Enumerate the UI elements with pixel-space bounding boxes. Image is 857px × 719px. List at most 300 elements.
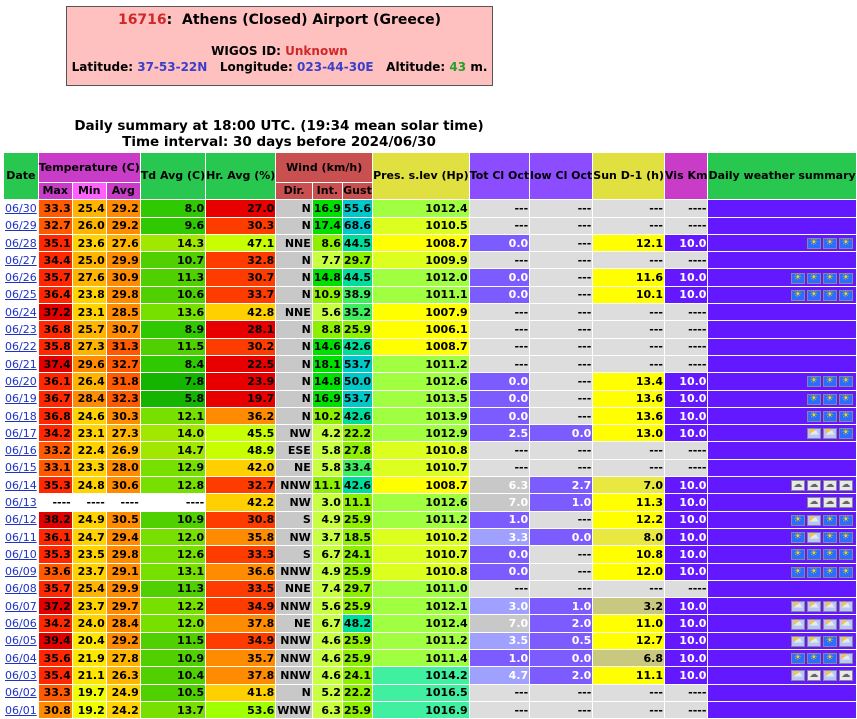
- cell-sun: 10.1: [593, 286, 665, 303]
- header-date: Date: [4, 153, 39, 200]
- cell-sun: ---: [593, 701, 665, 718]
- cell-vis: 10.0: [664, 494, 707, 511]
- date-link[interactable]: 06/23: [5, 323, 37, 337]
- cell-daily-summary: [708, 477, 856, 494]
- date-link[interactable]: 06/02: [5, 686, 37, 700]
- cell-date[interactable]: [4, 252, 39, 269]
- cell-daily-summary: [708, 252, 856, 269]
- cell-daily-summary: [708, 528, 856, 545]
- cell-daily-summary: [708, 407, 856, 424]
- header-wind: Wind (km/h): [276, 153, 373, 183]
- table-row: [4, 563, 857, 580]
- sunny-icon: ☀: [823, 411, 837, 422]
- cell-daily-summary: [708, 286, 856, 303]
- cell-int: 6.3: [312, 701, 342, 718]
- partly-cloudy-icon: ⛅: [840, 653, 852, 664]
- cell-gust: 38.9: [342, 286, 372, 303]
- sunny-icon: ☀: [807, 376, 821, 387]
- cell-tot: ---: [469, 442, 530, 459]
- cell-min: 23.8: [72, 286, 106, 303]
- cell-gust: 29.7: [342, 580, 372, 597]
- cell-tot: 1.0: [469, 511, 530, 528]
- header-td: Td Avg (C): [140, 153, 205, 200]
- cell-avg: 24.9: [106, 684, 140, 701]
- cell-avg: 29.2: [106, 217, 140, 234]
- cell-gust: 27.8: [342, 442, 372, 459]
- cell-int: 6.7: [312, 615, 342, 632]
- cell-date[interactable]: [4, 442, 39, 459]
- cell-vis: 10.0: [664, 667, 707, 684]
- cell-max: 32.7: [38, 217, 72, 234]
- date-link[interactable]: 06/29: [5, 219, 37, 233]
- cell-int: 4.9: [312, 511, 342, 528]
- cell-avg: 28.0: [106, 459, 140, 476]
- cell-td: 12.0: [140, 615, 205, 632]
- cell-int: 4.6: [312, 667, 342, 684]
- cell-max: 33.6: [38, 563, 72, 580]
- cell-int: 18.1: [312, 355, 342, 372]
- cell-date[interactable]: [4, 304, 39, 321]
- cell-hr: 36.2: [206, 407, 276, 424]
- cell-date[interactable]: [4, 269, 39, 286]
- date-link[interactable]: 06/14: [5, 478, 37, 492]
- cell-vis: 10.0: [664, 528, 707, 545]
- cell-int: 14.6: [312, 338, 342, 355]
- cell-td: 12.1: [140, 407, 205, 424]
- cell-avg: 29.8: [106, 286, 140, 303]
- cell-daily-summary: [708, 442, 856, 459]
- cell-pres: 1011.1: [373, 286, 470, 303]
- cell-max: 35.6: [38, 650, 72, 667]
- cell-td: 13.6: [140, 304, 205, 321]
- sunny-icon: ☀: [823, 273, 837, 284]
- partly-cloudy-icon: ⛅: [840, 601, 852, 612]
- cell-min: 20.4: [72, 632, 106, 649]
- cell-td: 7.8: [140, 373, 205, 390]
- cell-max: 35.1: [38, 234, 72, 251]
- cell-int: 5.2: [312, 684, 342, 701]
- cell-td: ----: [140, 494, 205, 511]
- date-link[interactable]: 06/10: [5, 547, 37, 561]
- cell-date[interactable]: [4, 528, 39, 545]
- header-gust: Gust: [342, 183, 372, 200]
- cell-max: 36.1: [38, 528, 72, 545]
- sunny-icon: ☀: [823, 549, 837, 560]
- table-row: [4, 511, 857, 528]
- date-link[interactable]: 06/18: [5, 409, 37, 423]
- cell-max: 36.8: [38, 321, 72, 338]
- cell-vis: 10.0: [664, 390, 707, 407]
- cell-tot: 2.5: [469, 425, 530, 442]
- cell-min: 26.0: [72, 217, 106, 234]
- date-link[interactable]: 06/17: [5, 426, 37, 440]
- cloudy-icon: ☁: [839, 497, 853, 508]
- cell-daily-summary: [708, 701, 856, 718]
- cell-sun: ---: [593, 442, 665, 459]
- cell-int: 14.8: [312, 269, 342, 286]
- partly-cloudy-icon: ⛅: [824, 618, 836, 629]
- cell-date[interactable]: [4, 701, 39, 718]
- cell-vis: 10.0: [664, 269, 707, 286]
- cell-gust: 25.9: [342, 650, 372, 667]
- sunny-icon: ☀: [807, 273, 821, 284]
- cell-int: 10.9: [312, 286, 342, 303]
- cell-low: ---: [530, 269, 593, 286]
- cell-avg: 29.1: [106, 563, 140, 580]
- cell-td: 14.0: [140, 425, 205, 442]
- cell-td: 14.3: [140, 234, 205, 251]
- alt-unit: m.: [470, 60, 488, 74]
- header-sunshine: Sun D-1 (h): [593, 153, 665, 200]
- cell-dir: WNW: [276, 701, 312, 718]
- cell-td: 12.0: [140, 528, 205, 545]
- cell-int: 17.4: [312, 217, 342, 234]
- cell-pres: 1013.5: [373, 390, 470, 407]
- cell-max: 36.8: [38, 407, 72, 424]
- cell-daily-summary: [708, 632, 856, 649]
- cell-max: 34.2: [38, 615, 72, 632]
- date-link[interactable]: 06/21: [5, 357, 37, 371]
- sunny-icon: ☀: [839, 428, 853, 439]
- cell-gust: 25.9: [342, 321, 372, 338]
- cell-avg: 31.3: [106, 338, 140, 355]
- cell-dir: NNE: [276, 304, 312, 321]
- date-link[interactable]: 06/16: [5, 444, 37, 458]
- date-link[interactable]: 06/25: [5, 288, 37, 302]
- cell-date[interactable]: [4, 494, 39, 511]
- cell-pres: 1010.2: [373, 528, 470, 545]
- cell-sun: 12.1: [593, 234, 665, 251]
- cell-vis: ----: [664, 338, 707, 355]
- cell-gust: 25.9: [342, 701, 372, 718]
- date-link[interactable]: 06/27: [5, 253, 37, 267]
- table-row: [4, 200, 857, 217]
- date-link[interactable]: 06/06: [5, 617, 37, 631]
- sunny-icon: ☀: [791, 567, 805, 578]
- cell-min: 24.9: [72, 511, 106, 528]
- cell-low: ---: [530, 459, 593, 476]
- cell-daily-summary: [708, 269, 856, 286]
- cell-daily-summary: [708, 200, 856, 217]
- cell-date[interactable]: [4, 650, 39, 667]
- date-link[interactable]: 06/08: [5, 582, 37, 596]
- cell-date[interactable]: [4, 286, 39, 303]
- cell-sun: 12.2: [593, 511, 665, 528]
- cell-date[interactable]: [4, 615, 39, 632]
- cell-date[interactable]: [4, 338, 39, 355]
- cell-dir: N: [276, 390, 312, 407]
- cell-hr: 27.0: [206, 200, 276, 217]
- cell-tot: ---: [469, 252, 530, 269]
- cell-min: 21.9: [72, 650, 106, 667]
- cell-daily-summary: [708, 684, 856, 701]
- cell-low: 0.0: [530, 425, 593, 442]
- cell-sun: 11.3: [593, 494, 665, 511]
- cell-vis: ----: [664, 321, 707, 338]
- cell-max: 39.4: [38, 632, 72, 649]
- cell-low: ---: [530, 563, 593, 580]
- cell-hr: 33.5: [206, 580, 276, 597]
- cell-vis: 10.0: [664, 546, 707, 563]
- date-link[interactable]: 06/07: [5, 599, 37, 613]
- sunny-icon: ☀: [791, 532, 805, 543]
- cell-vis: 10.0: [664, 563, 707, 580]
- cell-tot: 0.0: [469, 373, 530, 390]
- cell-tot: ---: [469, 459, 530, 476]
- table-row: [4, 667, 857, 684]
- cell-avg: 30.5: [106, 511, 140, 528]
- cell-daily-summary: [708, 511, 856, 528]
- partly-cloudy-icon: ⛅: [824, 428, 836, 439]
- date-link[interactable]: 06/26: [5, 271, 37, 285]
- cell-int: 8.8: [312, 321, 342, 338]
- table-row: [4, 407, 857, 424]
- cell-min: 23.7: [72, 563, 106, 580]
- cell-low: 2.0: [530, 667, 593, 684]
- cell-tot: ---: [469, 304, 530, 321]
- cell-tot: ---: [469, 580, 530, 597]
- cell-max: 33.3: [38, 684, 72, 701]
- alt-value: 43: [449, 60, 467, 74]
- sunny-icon: ☀: [839, 515, 853, 526]
- cell-td: 11.3: [140, 269, 205, 286]
- cell-tot: 3.0: [469, 598, 530, 615]
- cell-vis: 10.0: [664, 615, 707, 632]
- date-link[interactable]: 06/15: [5, 461, 37, 475]
- cell-daily-summary: [708, 650, 856, 667]
- table-row: [4, 304, 857, 321]
- cell-date[interactable]: [4, 217, 39, 234]
- cell-td: 11.5: [140, 632, 205, 649]
- date-link[interactable]: 06/11: [5, 530, 37, 544]
- cell-td: 12.9: [140, 459, 205, 476]
- date-link[interactable]: 06/12: [5, 513, 37, 527]
- cell-date[interactable]: [4, 425, 39, 442]
- cell-min: 23.1: [72, 304, 106, 321]
- cell-gust: 53.7: [342, 390, 372, 407]
- cell-date[interactable]: [4, 321, 39, 338]
- partly-cloudy-icon: ⛅: [792, 670, 804, 681]
- cell-low: ---: [530, 321, 593, 338]
- cell-hr: 33.7: [206, 286, 276, 303]
- date-link[interactable]: 06/01: [5, 703, 37, 717]
- date-link[interactable]: 06/09: [5, 565, 37, 579]
- date-link[interactable]: 06/20: [5, 374, 37, 388]
- cell-low: ---: [530, 373, 593, 390]
- date-link[interactable]: 06/05: [5, 634, 37, 648]
- sunny-icon: ☀: [839, 549, 853, 560]
- cell-avg: 31.8: [106, 373, 140, 390]
- cell-pres: 1008.7: [373, 338, 470, 355]
- cell-date[interactable]: [4, 200, 39, 217]
- cell-avg: 29.7: [106, 598, 140, 615]
- cell-pres: 1013.9: [373, 407, 470, 424]
- date-link[interactable]: 06/19: [5, 392, 37, 406]
- cell-max: 36.7: [38, 390, 72, 407]
- cell-td: 5.8: [140, 390, 205, 407]
- cell-int: 4.6: [312, 632, 342, 649]
- cloudy-icon: ☁: [807, 480, 821, 491]
- cell-tot: 0.0: [469, 234, 530, 251]
- cell-max: 35.3: [38, 546, 72, 563]
- cell-min: 19.7: [72, 684, 106, 701]
- cell-pres: 1012.6: [373, 494, 470, 511]
- cell-max: 30.8: [38, 701, 72, 718]
- cell-dir: ESE: [276, 442, 312, 459]
- cell-dir: NW: [276, 528, 312, 545]
- cell-low: ---: [530, 304, 593, 321]
- wigos-label: WIGOS ID:: [211, 44, 281, 58]
- cell-low: ---: [530, 355, 593, 372]
- table-row: [4, 650, 857, 667]
- cell-low: ---: [530, 442, 593, 459]
- cell-vis: ----: [664, 304, 707, 321]
- cell-gust: 68.6: [342, 217, 372, 234]
- sunny-icon: ☀: [807, 653, 821, 664]
- date-link[interactable]: 06/13: [5, 495, 37, 509]
- cell-gust: 25.9: [342, 511, 372, 528]
- station-title: 16716: Athens (Closed) Airport (Greece): [117, 12, 442, 28]
- cell-dir: NNW: [276, 477, 312, 494]
- sunny-icon: ☀: [839, 532, 853, 543]
- cell-td: 10.9: [140, 650, 205, 667]
- cell-gust: 22.2: [342, 425, 372, 442]
- cell-daily-summary: [708, 355, 856, 372]
- cell-td: 11.5: [140, 338, 205, 355]
- cell-hr: 42.0: [206, 459, 276, 476]
- cell-date[interactable]: [4, 511, 39, 528]
- table-row: [4, 701, 857, 718]
- cell-avg: 30.7: [106, 321, 140, 338]
- date-link[interactable]: 06/24: [5, 305, 37, 319]
- cell-date[interactable]: [4, 580, 39, 597]
- wigos-line: [67, 44, 492, 58]
- date-link[interactable]: 06/03: [5, 668, 37, 682]
- cell-hr: 32.7: [206, 477, 276, 494]
- cell-pres: 1016.9: [373, 701, 470, 718]
- cell-gust: 35.2: [342, 304, 372, 321]
- cell-pres: 1008.7: [373, 234, 470, 251]
- cell-date[interactable]: [4, 684, 39, 701]
- cell-sun: 13.4: [593, 373, 665, 390]
- cell-gust: 24.1: [342, 667, 372, 684]
- cell-hr: 34.9: [206, 632, 276, 649]
- cell-gust: 44.5: [342, 234, 372, 251]
- cell-gust: 33.4: [342, 459, 372, 476]
- sunny-icon: ☀: [807, 238, 821, 249]
- cell-int: 14.8: [312, 373, 342, 390]
- header-max: Max: [38, 183, 72, 200]
- table-body: [4, 200, 857, 719]
- cell-min: 27.6: [72, 269, 106, 286]
- cloudy-icon: ☁: [823, 480, 837, 491]
- cell-min: 24.0: [72, 615, 106, 632]
- cell-date[interactable]: [4, 234, 39, 251]
- cell-dir: S: [276, 511, 312, 528]
- cell-td: 12.6: [140, 546, 205, 563]
- cell-vis: ----: [664, 580, 707, 597]
- cell-date[interactable]: [4, 407, 39, 424]
- cell-date[interactable]: [4, 546, 39, 563]
- cell-avg: 28.4: [106, 615, 140, 632]
- cell-sun: 12.7: [593, 632, 665, 649]
- station-header: [66, 6, 493, 86]
- cell-daily-summary: [708, 321, 856, 338]
- cell-date[interactable]: [4, 563, 39, 580]
- cell-vis: ----: [664, 252, 707, 269]
- partly-cloudy-icon: ⛅: [824, 601, 836, 612]
- cell-pres: 1012.1: [373, 598, 470, 615]
- cell-pres: 1010.8: [373, 563, 470, 580]
- cell-date[interactable]: [4, 355, 39, 372]
- sunny-icon: ☀: [839, 411, 853, 422]
- cell-daily-summary: [708, 667, 856, 684]
- cell-max: 37.4: [38, 355, 72, 372]
- cell-low: ---: [530, 286, 593, 303]
- cell-max: 35.3: [38, 477, 72, 494]
- cell-low: 2.0: [530, 615, 593, 632]
- cell-hr: 33.3: [206, 546, 276, 563]
- cell-dir: N: [276, 373, 312, 390]
- date-link[interactable]: 06/30: [5, 201, 37, 215]
- cell-int: 7.4: [312, 580, 342, 597]
- sunny-icon: ☀: [807, 411, 821, 422]
- lon-value: 023-44-30E: [297, 60, 374, 74]
- cell-int: 4.9: [312, 563, 342, 580]
- cell-int: 7.7: [312, 252, 342, 269]
- cell-td: 8.0: [140, 200, 205, 217]
- cell-pres: 1011.4: [373, 650, 470, 667]
- cell-sun: 8.0: [593, 528, 665, 545]
- date-link[interactable]: 06/04: [5, 651, 37, 665]
- cell-min: 23.5: [72, 546, 106, 563]
- cell-date[interactable]: [4, 390, 39, 407]
- cell-min: 25.7: [72, 321, 106, 338]
- daily-summary-table: [3, 152, 857, 719]
- partly-cloudy-icon: ⛅: [808, 601, 820, 612]
- cell-min: 25.0: [72, 252, 106, 269]
- cell-pres: 1016.5: [373, 684, 470, 701]
- cell-int: 6.7: [312, 546, 342, 563]
- cell-min: 23.3: [72, 459, 106, 476]
- cell-date[interactable]: [4, 459, 39, 476]
- cell-tot: 0.0: [469, 546, 530, 563]
- cell-gust: 22.2: [342, 684, 372, 701]
- summary-interval: Time interval: 30 days before 2024/06/30: [122, 134, 436, 150]
- sunny-icon: ☀: [807, 394, 821, 405]
- cell-sun: ---: [593, 200, 665, 217]
- cell-min: 23.7: [72, 598, 106, 615]
- cell-dir: NW: [276, 494, 312, 511]
- cell-hr: 23.9: [206, 373, 276, 390]
- partly-cloudy-icon: ⛅: [840, 618, 852, 629]
- cell-td: 8.4: [140, 355, 205, 372]
- date-link[interactable]: 06/28: [5, 236, 37, 250]
- lat-value: 37-53-22N: [137, 60, 208, 74]
- cell-date[interactable]: [4, 373, 39, 390]
- date-link[interactable]: 06/22: [5, 340, 37, 354]
- cell-sun: ---: [593, 304, 665, 321]
- cell-date[interactable]: [4, 667, 39, 684]
- cloudy-icon: ☁: [807, 497, 821, 508]
- cell-date[interactable]: [4, 598, 39, 615]
- partly-cloudy-icon: ⛅: [808, 618, 820, 629]
- cell-sun: ---: [593, 684, 665, 701]
- cell-date[interactable]: [4, 477, 39, 494]
- cell-int: 5.8: [312, 442, 342, 459]
- cell-date[interactable]: [4, 632, 39, 649]
- cell-hr: 48.9: [206, 442, 276, 459]
